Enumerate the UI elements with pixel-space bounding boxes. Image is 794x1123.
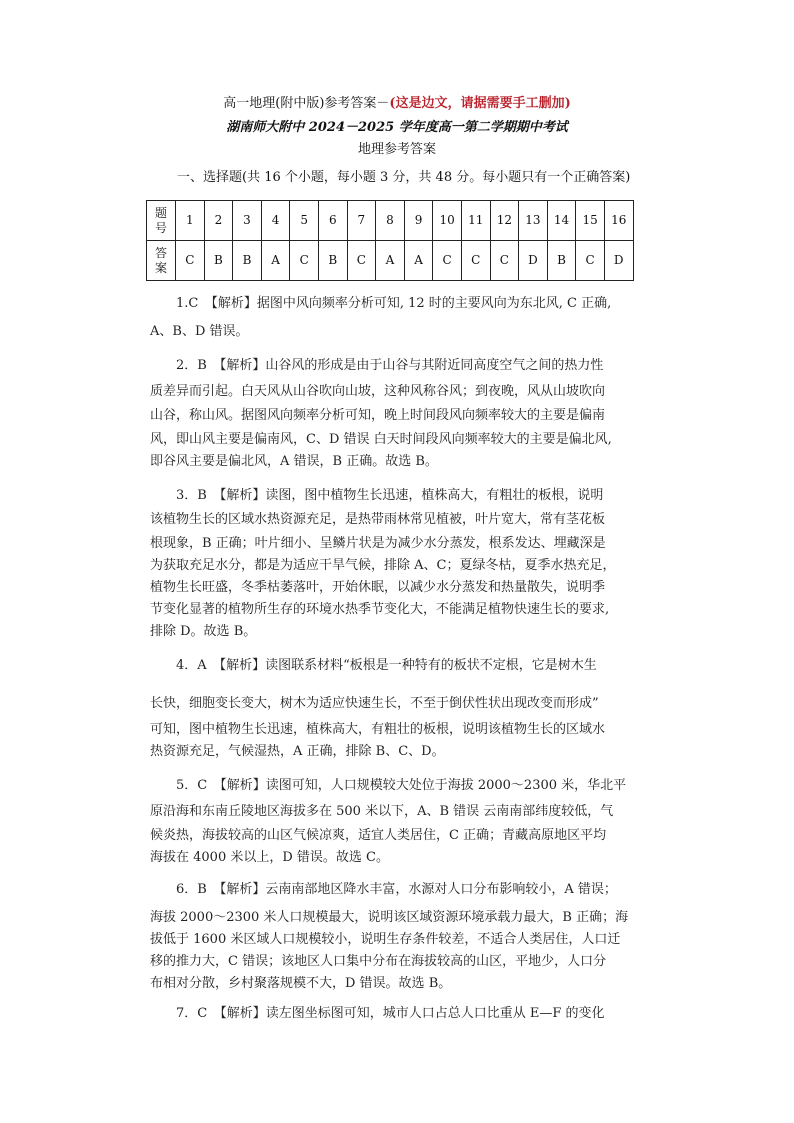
number-cell: 10 (433, 201, 462, 241)
number-cell: 9 (404, 201, 433, 241)
q6-line: 拔低于 1600 米区域人口规模较小，说明生存条件较差，不适合人类居住，人口迁 (150, 932, 621, 947)
answer-cell: B (204, 241, 233, 281)
q4-line: 可知，图中植物生长迅速，植株高大，有粗壮的板根，说明该植物生长的区域水 (150, 722, 606, 737)
q3-line: 3．B 【解析】读图，图中植物生长迅速，植株高大，有粗壮的板根，说明 (176, 488, 604, 503)
answer-cell: C (290, 241, 319, 281)
title-prefix: 高一地理(附中版)参考答案－ (223, 96, 390, 111)
q2-line: 质差异而引起。白天风从山谷吹向山坡，这种风称谷风；到夜晚，风从山坡吹向 (150, 384, 606, 399)
number-cell: 16 (604, 201, 633, 241)
number-cell: 7 (347, 201, 376, 241)
answer-cell: A (261, 241, 290, 281)
answer-cell: C (490, 241, 519, 281)
q2-line: 即谷风主要是偏北风，A 错误，B 正确。故选 B。 (150, 454, 438, 469)
q5-line: 海拔在 4000 米以上，D 错误。故选 C。 (150, 850, 389, 865)
q3-line: 节变化显著的植物所生存的环境水热季节变化大，不能满足植物快速生长的要求, (150, 602, 610, 617)
number-cell: 11 (461, 201, 490, 241)
answer-cell: B (233, 241, 262, 281)
number-cell: 2 (204, 201, 233, 241)
answer-cell: D (519, 241, 548, 281)
number-cell: 3 (233, 201, 262, 241)
q4-line: 4．A 【解析】读图联系材料“板根是一种特有的板状不定根，它是树木生 (176, 658, 597, 673)
q1-line: 1.C 【解析】据图中风向频率分析可知, 12 时的主要风向为东北风, C 正确, (176, 296, 612, 311)
q4-line: 长快，细胞变长变大，树木为适应快速生长，不至于倒伏性状出现改变而形成” (150, 696, 599, 711)
exam-name: 湖南师大附中 2024－2025 学年度高一第二学期期中考试 (226, 120, 568, 135)
row-header-cell: 答 案 (147, 241, 176, 281)
q4-line: 热资源充足，气候湿热，A 正确，排除 B、C、D。 (150, 744, 445, 759)
answer-cell: C (176, 241, 205, 281)
q3-line: 植物生长旺盛，冬季枯萎落叶，开始休眠，以减少水分蒸发和热量散失，说明季 (150, 580, 606, 595)
answer-cell: C (576, 241, 605, 281)
q3-line: 根现象，B 正确；叶片细小、呈鳞片状是为减少水分蒸发，根系发达、埋藏深是 (150, 536, 606, 551)
section-heading: 一、选择题(共 16 个小题，每小题 3 分，共 48 分。每小题只有一个正确答案) (177, 170, 631, 185)
answer-cell: A (404, 241, 433, 281)
number-cell: 8 (376, 201, 405, 241)
number-cell: 5 (290, 201, 319, 241)
answer-row (147, 241, 634, 281)
number-cell: 12 (490, 201, 519, 241)
q5-line: 原沿海和东南丘陵地区海拔多在 500 米以下，A、B 错误 云南南部纬度较低，气 (150, 804, 614, 819)
q5-line: 候炎热，海拔较高的山区气候凉爽，适宜人类居住，C 正确；青藏高原地区平均 (150, 828, 607, 843)
answer-table (146, 200, 634, 281)
q6-line: 海拔 2000～2300 米人口规模最大，说明该区域资源环境承载力最大，B 正确；海 (150, 910, 629, 925)
answer-cell: C (461, 241, 490, 281)
row-header-cell: 题 号 (147, 201, 176, 241)
doc-title (0, 96, 794, 112)
title-editor-note: (这是边文，请据需要手工删加) (389, 96, 571, 111)
q6-line: 布相对分散，乡村聚落规模不大，D 错误。故选 B。 (150, 976, 452, 991)
number-cell: 14 (547, 201, 576, 241)
q1-line: A、B、D 错误。 (150, 324, 249, 339)
number-cell: 4 (261, 201, 290, 241)
answer-cell: B (318, 241, 347, 281)
answer-cell: C (347, 241, 376, 281)
q2-line: 风，即山风主要是偏南风，C、D 错误 白天时间段风向频率较大的主要是偏北风, (150, 432, 612, 447)
q6-line: 移的推力大，C 错误；该地区人口集中分布在海拔较高的山区，平地少，人口分 (150, 954, 607, 969)
answer-cell: B (547, 241, 576, 281)
answer-key-title: 地理参考答案 (357, 142, 436, 157)
answer-cell: C (433, 241, 462, 281)
number-cell: 13 (519, 201, 548, 241)
answer-cell: A (376, 241, 405, 281)
q7-line: 7．C 【解析】读左图坐标图可知，城市人口占总人口比重从 E—F 的变化 (176, 1006, 605, 1021)
number-cell: 1 (176, 201, 205, 241)
q2-line: 2．B 【解析】山谷风的形成是由于山谷与其附近同高度空气之间的热力性 (176, 358, 604, 373)
q3-line: 为获取充足水分，都是为适应干旱气候，排除 A、C；夏绿冬枯，夏季水热充足， (150, 558, 616, 573)
number-cell: 6 (318, 201, 347, 241)
q3-line: 排除 D。故选 B。 (150, 624, 257, 639)
q5-line: 5．C 【解析】读图可知，人口规模较大处位于海拔 2000～2300 米，华北平 (176, 778, 627, 793)
number-cell: 15 (576, 201, 605, 241)
q6-line: 6．B 【解析】云南南部地区降水丰富，水源对人口分布影响较小，A 错误； (176, 882, 617, 897)
question-number-row (147, 201, 634, 241)
q3-line: 该植物生长的区域水热资源充足，是热带雨林常见植被，叶片宽大，常有茎花板 (150, 512, 606, 527)
q2-line: 山谷，称山风。据图风向频率分析可知，晚上时间段风向频率较大的主要是偏南 (150, 408, 606, 423)
answer-cell: D (604, 241, 633, 281)
